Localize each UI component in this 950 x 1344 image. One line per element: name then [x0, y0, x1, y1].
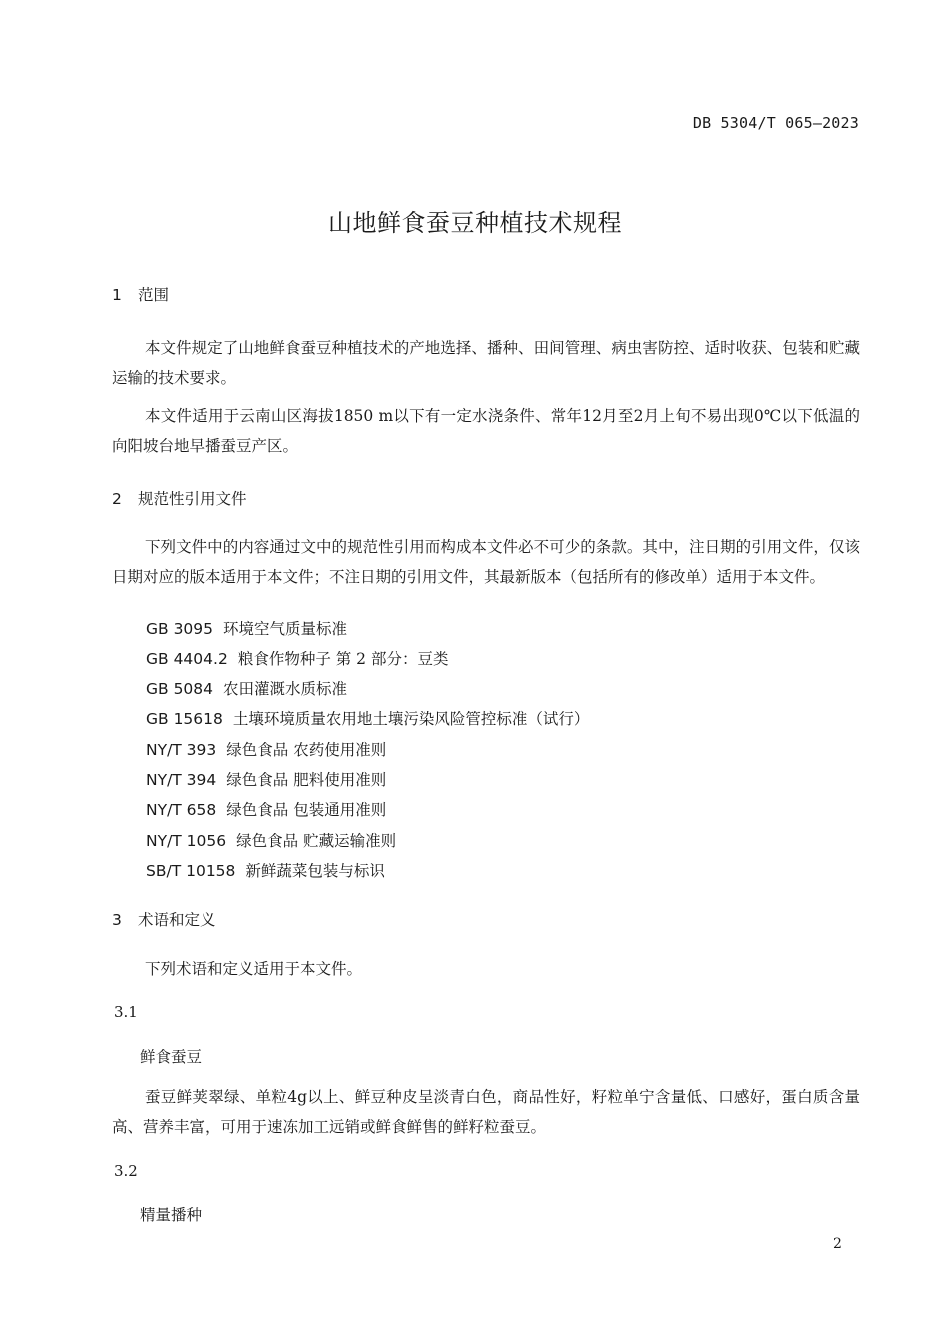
term-number: 3.1 — [114, 1003, 138, 1021]
reference-name: 环境空气质量标准 — [223, 620, 348, 638]
reference-code: GB 5084 — [146, 680, 214, 698]
section-number: 1 — [112, 286, 122, 304]
reference-item — [146, 829, 396, 851]
reference-name: 绿色食品 肥料使用准则 — [226, 771, 387, 789]
scope-paragraph-1: 本文件规定了山地鲜食蚕豆种植技术的产地选择、播种、田间管理、病虫害防控、适时收获、包装和贮藏运输的技术要求。 — [112, 339, 860, 387]
page-number: 2 — [833, 1236, 842, 1252]
reference-code: NY/T 1056 — [146, 832, 227, 850]
reference-code: NY/T 658 — [146, 801, 217, 819]
section-number: 2 — [112, 490, 122, 508]
reference-item — [146, 859, 385, 881]
reference-name: 绿色食品 农药使用准则 — [226, 741, 387, 759]
section-heading-scope — [112, 283, 169, 305]
reference-item — [146, 617, 347, 639]
term-number: 3.2 — [114, 1162, 138, 1180]
term-name: 鲜食蚕豆 — [140, 1048, 203, 1066]
reference-name: 绿色食品 包装通用准则 — [226, 801, 387, 819]
term-name: 精量播种 — [140, 1206, 203, 1224]
reference-code: NY/T 393 — [146, 741, 217, 759]
section-title: 范围 — [138, 286, 170, 304]
reference-code: GB 4404.2 — [146, 650, 228, 668]
reference-code: GB 15618 — [146, 710, 223, 728]
reference-item — [146, 738, 386, 760]
reference-code: SB/T 10158 — [146, 862, 236, 880]
terms-intro: 下列术语和定义适用于本文件。 — [145, 960, 363, 978]
section-heading-terms — [112, 908, 216, 930]
reference-name: 粮食作物种子 第 2 部分：豆类 — [237, 650, 449, 668]
section-number: 3 — [112, 911, 122, 929]
section-title: 术语和定义 — [138, 911, 216, 929]
reference-item — [146, 647, 448, 669]
reference-item — [146, 707, 589, 729]
reference-code: NY/T 394 — [146, 771, 217, 789]
reference-item — [146, 768, 386, 790]
references-intro: 下列文件中的内容通过文中的规范性引用而构成本文件必不可少的条款。其中，注日期的引用文件，仅该日期对应的版本适用于本文件；不注日期的引用文件，其最新版本（包括所有的修改单）适用于本文件。 — [112, 538, 860, 586]
section-heading-references — [112, 487, 247, 509]
reference-name: 农田灌溉水质标准 — [223, 680, 348, 698]
page-title: 山地鲜食蚕豆种植技术规程 — [328, 209, 622, 237]
reference-code: GB 3095 — [146, 620, 214, 638]
reference-item — [146, 677, 347, 699]
section-title: 规范性引用文件 — [138, 490, 247, 508]
document-number: DB 5304/T 065—2023 — [692, 114, 859, 132]
reference-name: 新鲜蔬菜包装与标识 — [245, 862, 385, 880]
term-definition: 蚕豆鲜荚翠绿、单粒4g以上、鲜豆种皮呈淡青白色，商品性好，籽粒单宁含量低、口感好，蛋白质含量高、营养丰富，可用于速冻加工远销或鲜食鲜售的鲜籽粒蚕豆。 — [112, 1088, 860, 1136]
reference-name: 绿色食品 贮藏运输准则 — [236, 832, 397, 850]
reference-name: 土壤环境质量农用地土壤污染风险管控标准（试行） — [232, 710, 590, 728]
reference-item — [146, 798, 386, 820]
scope-paragraph-2: 本文件适用于云南山区海拔1850 m以下有一定水浇条件、常年12月至2月上旬不易出现0℃以下低温的向阳坡台地早播蚕豆产区。 — [112, 407, 860, 455]
